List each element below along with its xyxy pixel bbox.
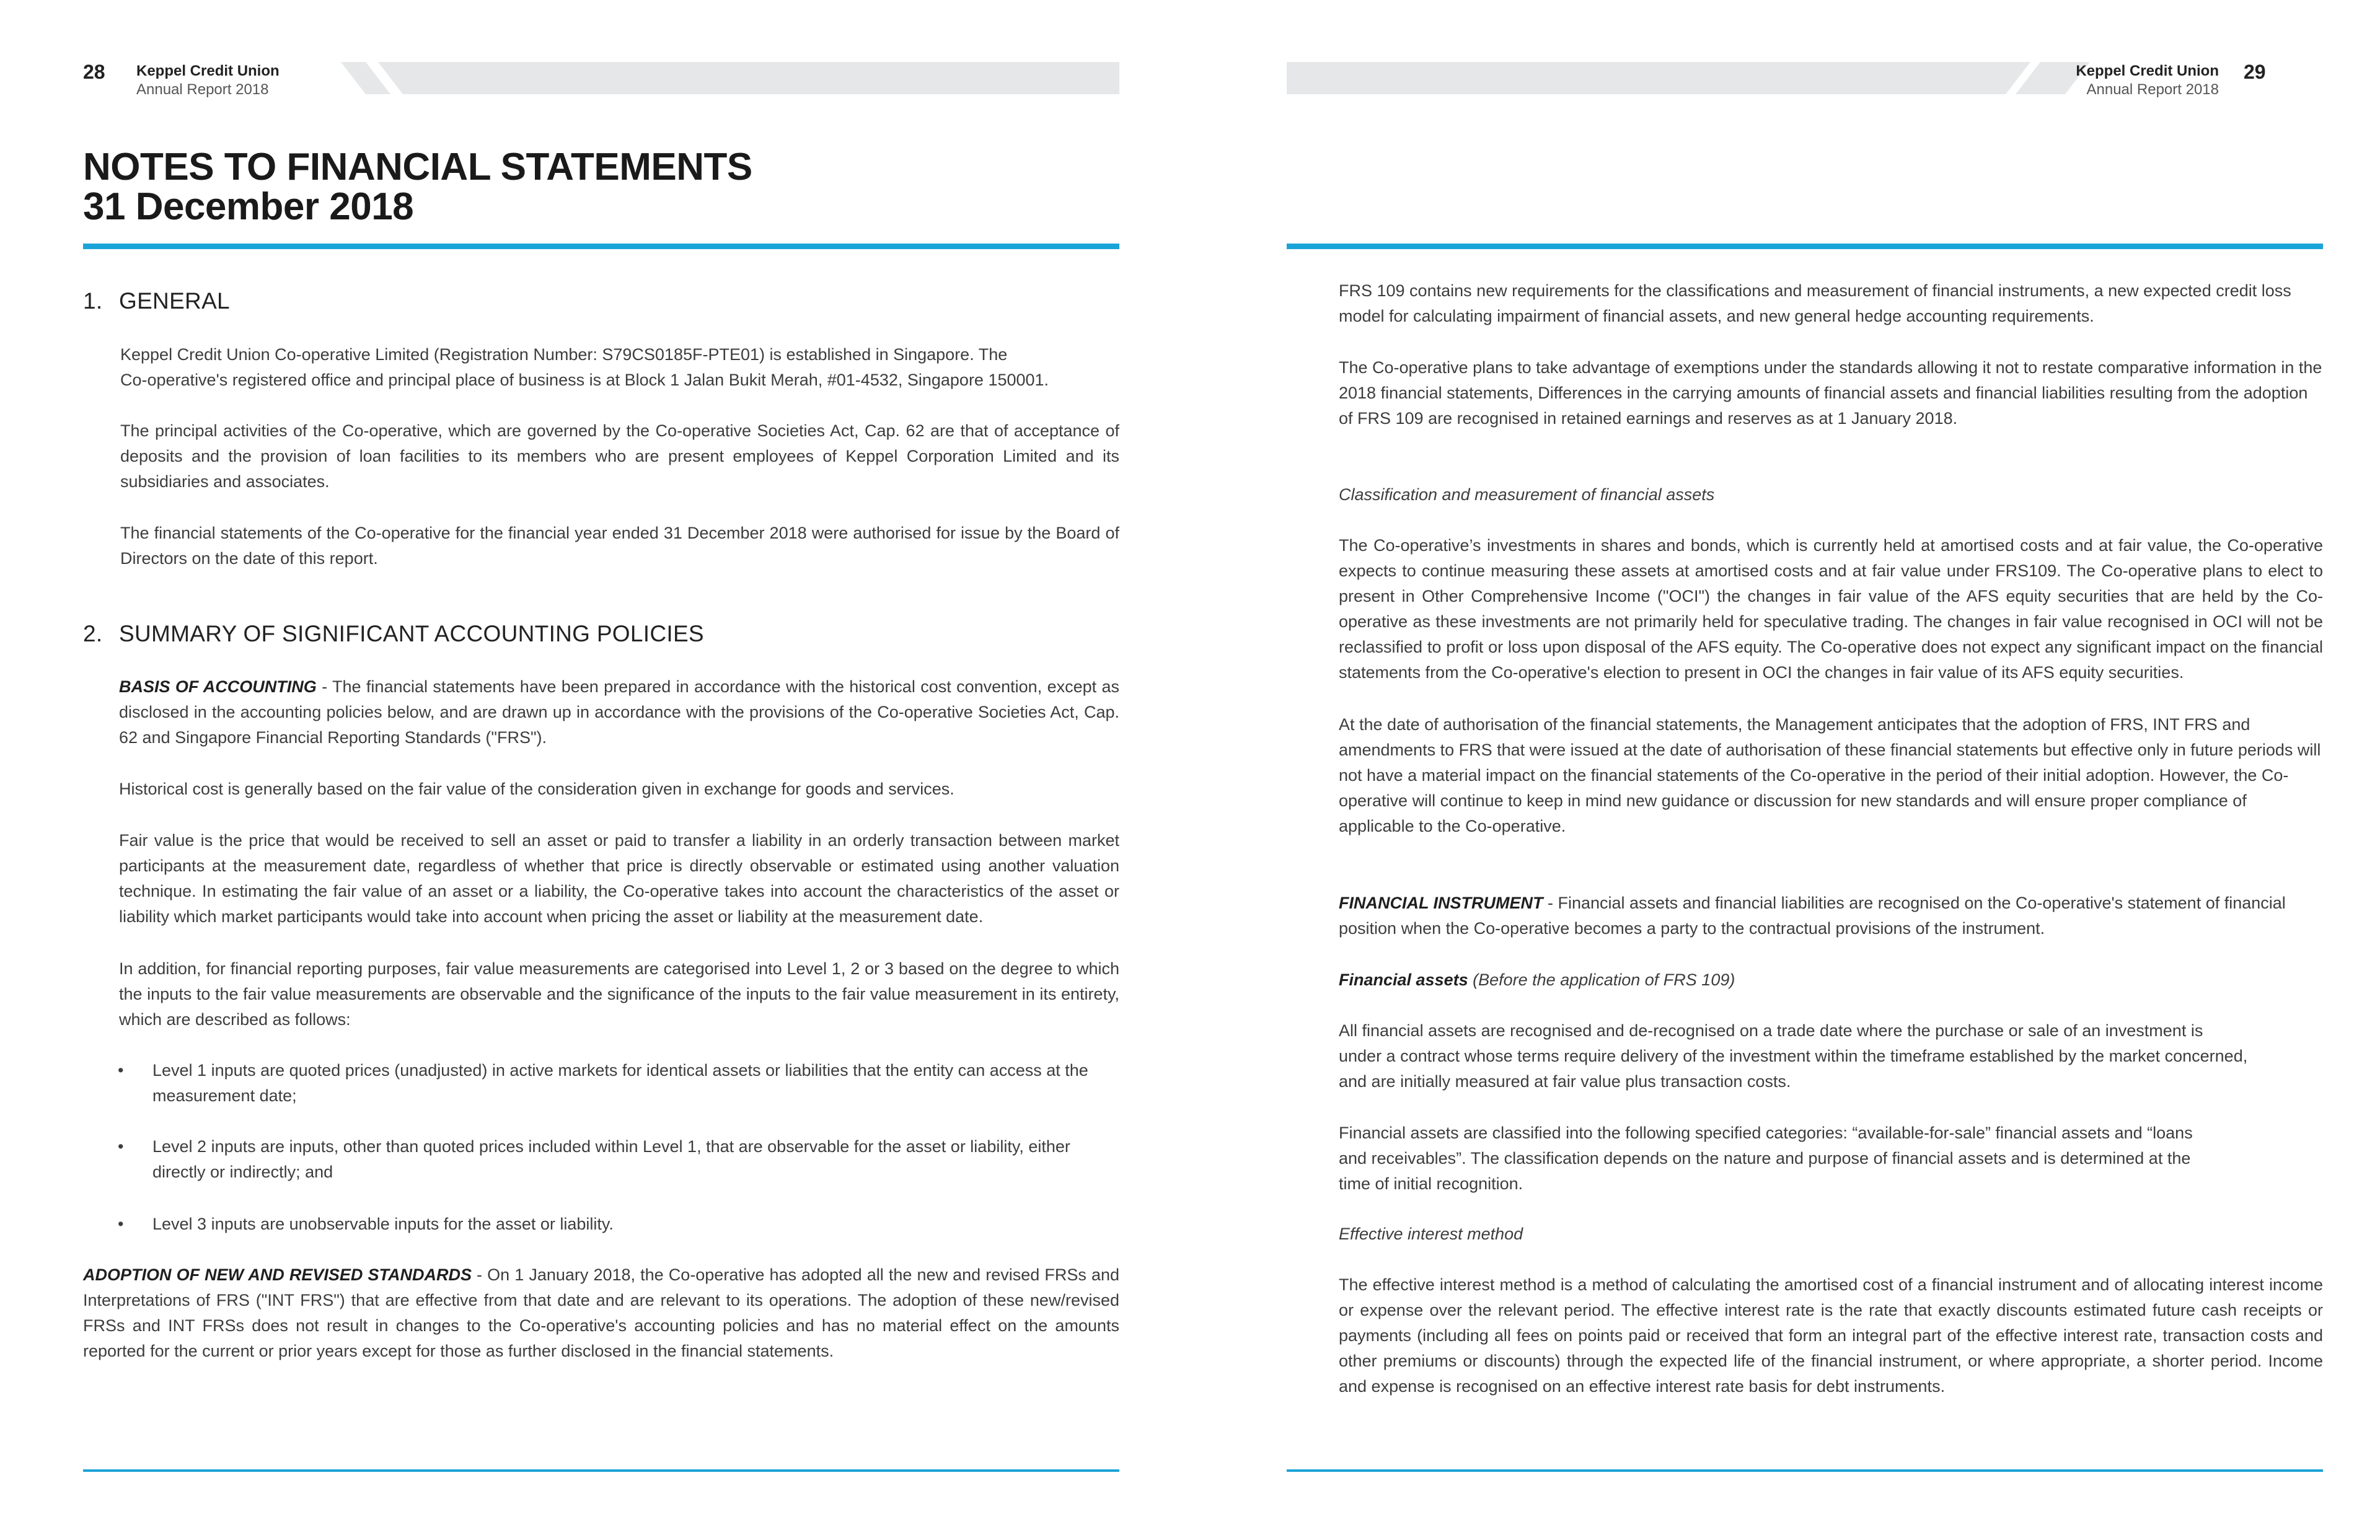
exemptions-paragraph: The Co-operative plans to take advantage of exemptions under the standards allowing it not to restate comparative information in the 2018 financial statements, Differences in the carrying amounts of financial assets and financial liabilities resulting from the adoption of FRS 109 are recognised in retained earnings and reserves as at 1 January 2018. [1339,358,2322,428]
section-number: 1. [83,288,103,314]
basis-lead: BASIS OF ACCOUNTING [119,677,317,696]
text-line: time of initial recognition. [1339,1174,1523,1193]
right-page [1190,0,2380,1540]
section-title: GENERAL [119,288,230,314]
basis-text: - The financial statements have been prepared in accordance with the historical cost convention, except as disclosed in the accounting policies below, and are drawn up in accordance with the provisions of the Co-operative Societies Act, Cap. 62 and Singapore Financial Reporting Standards ("FRS"). [119,677,1120,747]
section-title: SUMMARY OF SIGNIFICANT ACCOUNTING POLICIES [119,621,704,646]
categories-paragraph [1339,1120,2323,1197]
page-number: 28 [83,61,105,83]
section-heading-general [83,288,230,314]
authorisation-paragraph: At the date of authorisation of the financial statements, the Management anticipates that the adoption of FRS, INT FRS and amendments to FRS that were issued at the date of authorisation of these financial statements but effective only in future periods will not have a material impact on the financial statements of the Co-operative in the period of their initial adoption. However, the Co-operative will continue to keep in mind new guidance or discussion for new standards and will ensure proper compliance of applicable to the Co-operative. [1339,715,2321,835]
org-name: Keppel Credit Union [136,63,280,79]
general-paragraph-2: The principal activities of the Co-operative, which are governed by the Co-operative Societies Act, Cap. 62 are that of acceptance of deposits and the provision of loan facilities to its members who are present employees of Keppel Corporation Limited and its subsidiaries and associates. [120,421,1119,491]
text-line: Financial assets are classified into the following specified categories: “available-for-sale” financial assets and “loans [1339,1124,2193,1142]
effective-interest-heading: Effective interest method [1339,1225,1523,1243]
page-title [83,147,752,227]
fair-value-paragraph: Fair value is the price that would be received to sell an asset or paid to transfer a liability in an orderly transaction between market participants at the measurement date, regardless of whether that price is directly observable or estimated using another valuation technique. In estimating the fair value of an asset or a liability, the Co-operative takes into account the characteristics of the asset or liability which market participants would take into account when pricing the asset or liability at the measurement date. [119,831,1119,926]
general-paragraph-3: The financial statements of the Co-operative for the financial year ended 31 December 2018 were authorised for issue by the Board of Directors on the date of this report. [120,524,1119,568]
bullet-icon: • [118,1137,124,1156]
section-heading-accounting-policies [83,621,704,647]
text-line: Keppel Credit Union Co-operative Limited (Registration Number: S79CS0185F-PTE01) is established in Singapore. The [120,345,1008,364]
frs109-paragraph: FRS 109 contains new requirements for the classifications and measurement of financial instruments, a new expected credit loss model for calculating impairment of financial assets, and new general hedge accounting requirements. [1339,281,2291,325]
adoption-text: - On 1 January 2018, the Co-operative has adopted all the new and revised FRSs and Interpretations of FRS ("INT FRS") that are effective from that date and are relevant to its operations. The adoption of these new/revised FRSs and INT FRSs does not result in changes to the Co-operative's accounting policies and has no material effect on the amounts reported for the current or prior years except for those as further disclosed in the financial statements. [83,1265,1119,1360]
fi-lead: FINANCIAL INSTRUMENT [1339,894,1543,912]
recognition-paragraph [1339,1018,2323,1094]
text-line: Co-operative's registered office and principal place of business is at Block 1 Jalan Bukit Merah, #01-4532, Singapore 150001. [120,371,1049,389]
brand-block [136,62,280,99]
general-paragraph-1 [120,342,1119,393]
title-line-2: 31 December 2018 [83,185,414,228]
effective-interest-paragraph: The effective interest method is a method of calculating the amortised cost of a financial instrument and of allocating interest income or expense over the relevant period. The effective interest rate is the rate that exactly discounts estimated future cash receipts or payments (including all fees on points paid or received that form an integral part of the effective interest rate, transaction costs and other premiums or discounts) through the expected life of the financial instrument, or where appropriate, a shorter period. Income and expense is recognised on an effective interest rate basis for debt instruments. [1339,1275,2323,1396]
title-divider [83,244,1119,249]
bullet-text: Level 1 inputs are quoted prices (unadjusted) in active markets for identical assets or liabilities that the entity can access at the measurement date; [152,1061,1088,1105]
org-name: Keppel Credit Union [2076,63,2219,79]
report-name: Annual Report 2018 [136,81,269,98]
page-number: 29 [2244,61,2266,83]
adoption-lead: ADOPTION OF NEW AND REVISED STANDARDS [83,1265,472,1284]
investments-paragraph: The Co-operative’s investments in shares and bonds, which is currently held at amortised costs and at fair value, the Co-operative expects to continue measuring these assets at amortised costs and at fair value under FRS109. The Co-operative plans to elect to present in Other Comprehensive Income ("OCI") the changes in fair value of the AFS equity securities that are held by the Co-operative as these investments are not primarily held for speculative trading. The changes in fair value recognised in OCI will not be reclassified to profit or loss upon disposal of the AFS equity. The Co-operative does not expect any significant impact on the financial statements from the Co-operative's election to present in OCI the changes in fair value of its AFS equity securities. [1339,536,2323,682]
fa-note: (Before the application of FRS 109) [1468,970,1735,989]
footer-divider [1287,1469,2323,1472]
basis-of-accounting-paragraph [119,674,1119,750]
fa-lead: Financial assets [1339,970,1468,989]
header-banner [1287,62,2090,94]
text-line: under a contract whose terms require delivery of the investment within the timeframe established by the market concerned, [1339,1047,2248,1065]
bullet-text: Level 2 inputs are inputs, other than quoted prices included within Level 1, that are observable for the asset or liability, either directly or indirectly; and [152,1137,1070,1181]
classification-heading: Classification and measurement of financial assets [1339,485,1715,504]
levels-intro-paragraph: In addition, for financial reporting purposes, fair value measurements are categorised into Level 1, 2 or 3 based on the degree to which the inputs to the fair value measurements are observable and the significance of the inputs to the fair value measurement in its entirety, which are described as follows: [119,959,1119,1029]
bullet-text: Level 3 inputs are unobservable inputs for the asset or liability. [152,1215,614,1233]
bullet-icon: • [118,1061,124,1080]
section-number: 2. [83,621,103,646]
footer-divider [83,1469,1119,1472]
text-line: and are initially measured at fair value plus transaction costs. [1339,1072,1791,1091]
financial-assets-heading [1339,967,2323,993]
top-divider [1287,244,2323,249]
brand-block [2070,62,2219,99]
bullet-icon: • [118,1215,124,1233]
historical-cost-paragraph: Historical cost is generally based on the fair value of the consideration given in exchange for goods and services. [119,780,954,798]
text-line: and receivables”. The classification depends on the nature and purpose of financial assets and is determined at the [1339,1149,2191,1168]
title-line-1: NOTES TO FINANCIAL STATEMENTS [83,146,752,188]
text-line: All financial assets are recognised and de-recognised on a trade date where the purchase or sale of an investment is [1339,1021,2203,1040]
header-banner [341,62,1119,94]
financial-instrument-paragraph [1339,891,2323,941]
fi-text: - Financial assets and financial liabilities are recognised on the Co-operative's statement of financial position when the Co-operative becomes a party to the contractual provisions of the instrument. [1339,894,2286,938]
adoption-paragraph [83,1262,1119,1364]
report-name: Annual Report 2018 [2086,81,2219,98]
